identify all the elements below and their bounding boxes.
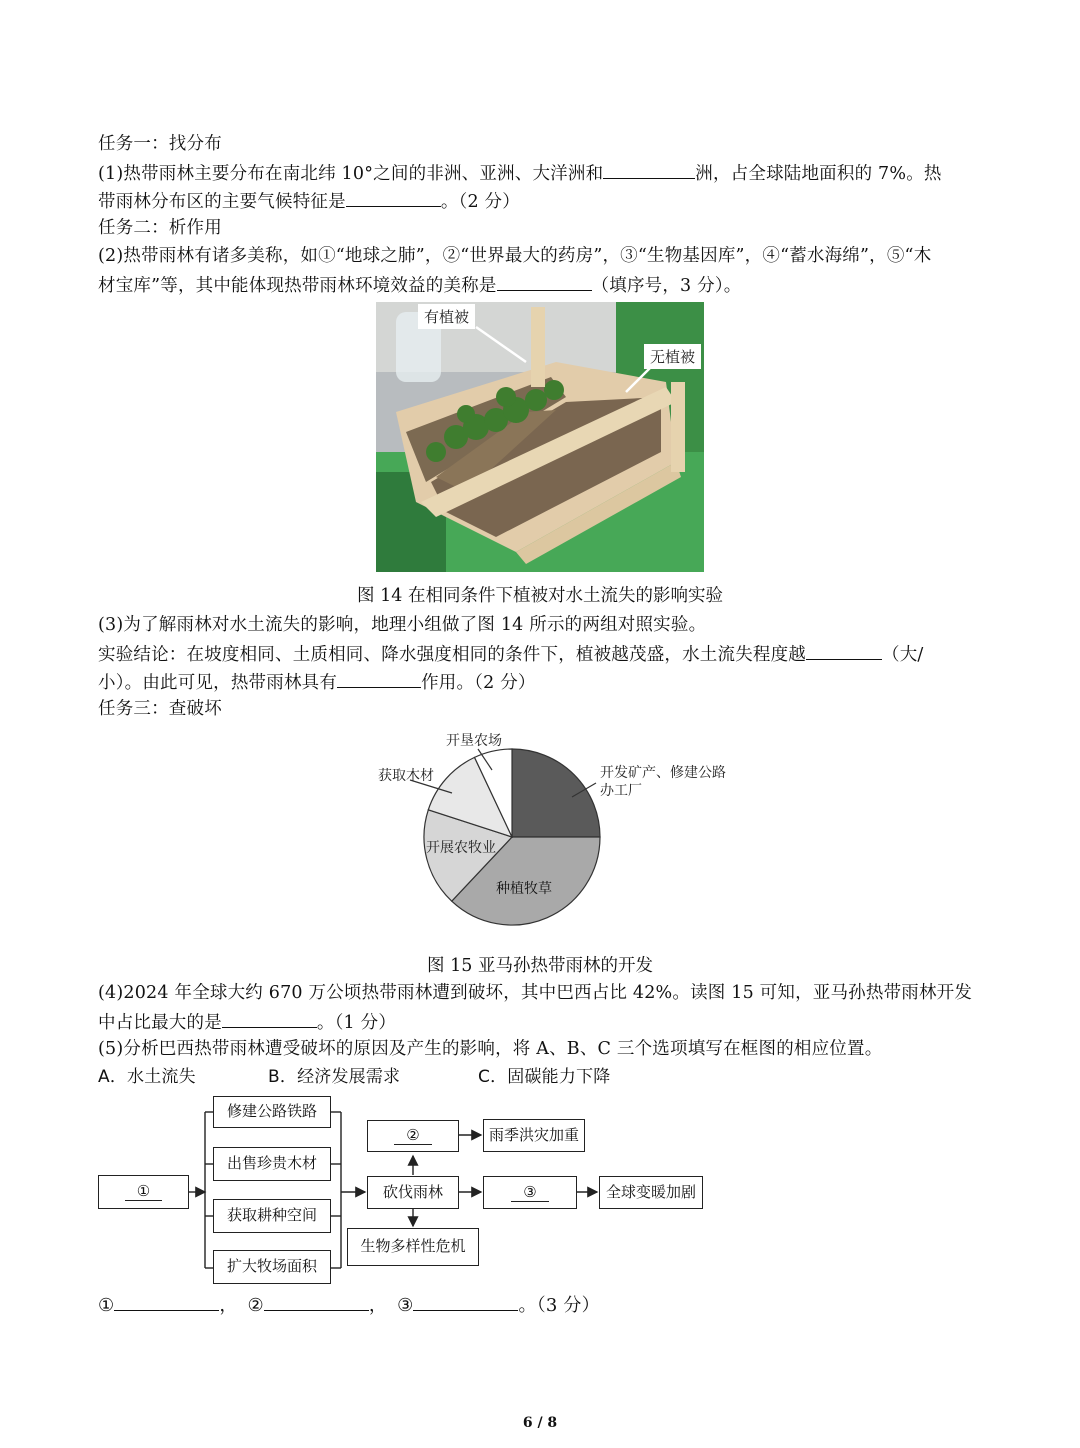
experiment-photo xyxy=(376,302,704,572)
q3-text-c: 小）。由此可见，热带雨林具有 xyxy=(98,673,338,693)
pie-slice-mining xyxy=(512,749,600,837)
answer-blank-climate[interactable] xyxy=(346,186,441,207)
question-3-line3 xyxy=(98,667,536,697)
q3-text-d: 作用。（2 分） xyxy=(421,673,536,693)
question-3-line2 xyxy=(98,639,924,669)
question-2-line2 xyxy=(98,270,742,300)
label-with-vegetation: 有植被 xyxy=(418,304,475,329)
flow-blank-2: ② xyxy=(394,1126,431,1145)
question-3-line1: (3)为了解雨林对水土流失的影响，地理小组做了图 14 所示的两组对照实验。 xyxy=(98,615,707,635)
answer-line xyxy=(98,1290,600,1320)
answer-label-2: ② xyxy=(247,1295,264,1316)
q1-text-a: (1)热带雨林主要分布在南北纬 10°之间的非洲、亚洲、大洋洲和 xyxy=(98,164,604,184)
flow-box-roads: 修建公路铁路 xyxy=(213,1096,331,1128)
flow-blank-3: ③ xyxy=(511,1183,548,1202)
question-4-line2 xyxy=(98,1007,396,1037)
flow-box-cause-blank[interactable] xyxy=(98,1175,189,1209)
flow-box-timber: 出售珍贵木材 xyxy=(213,1147,331,1181)
flow-box-farmland: 获取耕种空间 xyxy=(213,1199,331,1233)
q2-text-b: （填序号，3 分）。 xyxy=(591,276,742,296)
flow-box-flood: 雨季洪灾加重 xyxy=(483,1119,585,1152)
experiment-photo-drawing xyxy=(376,302,704,572)
answer-blank-continent[interactable] xyxy=(603,158,695,179)
answer-blank-largest-share[interactable] xyxy=(222,1007,317,1028)
flow-box-warming: 全球变暖加剧 xyxy=(599,1176,703,1209)
answer-blank-benefit[interactable] xyxy=(497,270,592,291)
q3-text-b: （大/ xyxy=(882,645,924,665)
task3-heading: 任务三：查破坏 xyxy=(98,699,222,719)
task2-heading: 任务二：析作用 xyxy=(98,218,222,238)
flow-blank-1: ① xyxy=(125,1182,162,1201)
pie-label-mining: 开发矿产、修建公路 xyxy=(600,765,726,781)
option-b: B．经济发展需求 xyxy=(268,1067,401,1087)
flow-box-biodiversity: 生物多样性危机 xyxy=(347,1228,479,1266)
option-c: C．固碳能力下降 xyxy=(478,1067,611,1087)
answer-blank-1[interactable] xyxy=(114,1290,219,1311)
q2-text-a: 材宝库”等，其中能体现热带雨林环境效益的美称是 xyxy=(98,276,497,296)
answer-blank-2[interactable] xyxy=(264,1290,369,1311)
question-4-line1: (4)2024 年全球大约 670 万公顷热带雨林遭到破坏，其中巴西占比 42%。读图 15 可知，亚马孙热带雨林开发 xyxy=(98,983,973,1003)
flow-box-deforestation: 砍伐雨林 xyxy=(367,1176,459,1209)
figure-15-caption: 图 15 亚马孙热带雨林的开发 xyxy=(427,956,653,976)
q1-text-c: 带雨林分布区的主要气候特征是 xyxy=(98,192,346,212)
q4-text-a: 中占比最大的是 xyxy=(98,1013,222,1033)
pie-label-agriculture: 开展农牧业 xyxy=(426,840,496,856)
question-1-line2 xyxy=(98,186,520,216)
answer-tail: 。（3 分） xyxy=(518,1295,600,1316)
q3-text-a: 实验结论：在坡度相同、土质相同、降水强度相同的条件下，植被越茂盛，水土流失程度越 xyxy=(98,645,806,665)
q4-text-b: 。（1 分） xyxy=(316,1013,397,1033)
development-pie-chart xyxy=(0,725,1080,945)
label-without-vegetation: 无植被 xyxy=(644,344,701,369)
question-1-line1 xyxy=(98,158,942,188)
task1-heading: 任务一：找分布 xyxy=(98,134,222,154)
answer-blank-function[interactable] xyxy=(337,667,421,688)
pie-label-grass: 种植牧草 xyxy=(496,881,552,897)
pie-label-mining-2: 办工厂 xyxy=(600,783,642,799)
flow-box-pasture: 扩大牧场面积 xyxy=(213,1250,331,1284)
question-5-line1: (5)分析巴西热带雨林遭受破坏的原因及产生的影响，将 A、B、C 三个选项填写在框图的相应位置。 xyxy=(98,1039,883,1059)
answer-label-3: ③ xyxy=(397,1295,414,1316)
page-number: 6 / 8 xyxy=(522,1415,558,1431)
flow-box-effect-blank-2[interactable] xyxy=(367,1120,459,1152)
q1-text-d: 。（2 分） xyxy=(440,192,520,212)
pie-label-timber: 获取木材 xyxy=(378,768,434,784)
q1-text-b: 洲，占全球陆地面积的 7%。热 xyxy=(695,164,942,184)
option-a: A．水土流失 xyxy=(98,1067,196,1087)
figure-14-caption: 图 14 在相同条件下植被对水土流失的影响实验 xyxy=(357,586,723,606)
pie-label-farm: 开垦农场 xyxy=(446,733,502,749)
answer-blank-3[interactable] xyxy=(413,1290,518,1311)
answer-sep-2: ， xyxy=(368,1295,388,1316)
answer-sep-1: ， xyxy=(219,1295,238,1316)
answer-label-1: ① xyxy=(98,1295,115,1316)
question-5-options xyxy=(98,1063,610,1091)
answer-blank-degree[interactable] xyxy=(806,639,882,660)
question-2-line1: (2)热带雨林有诸多美称，如①“地球之肺”，②“世界最大的药房”，③“生物基因库”，④“蓄水海绵”，⑤“木 xyxy=(98,246,932,266)
flow-box-effect-blank-3[interactable] xyxy=(483,1176,577,1209)
